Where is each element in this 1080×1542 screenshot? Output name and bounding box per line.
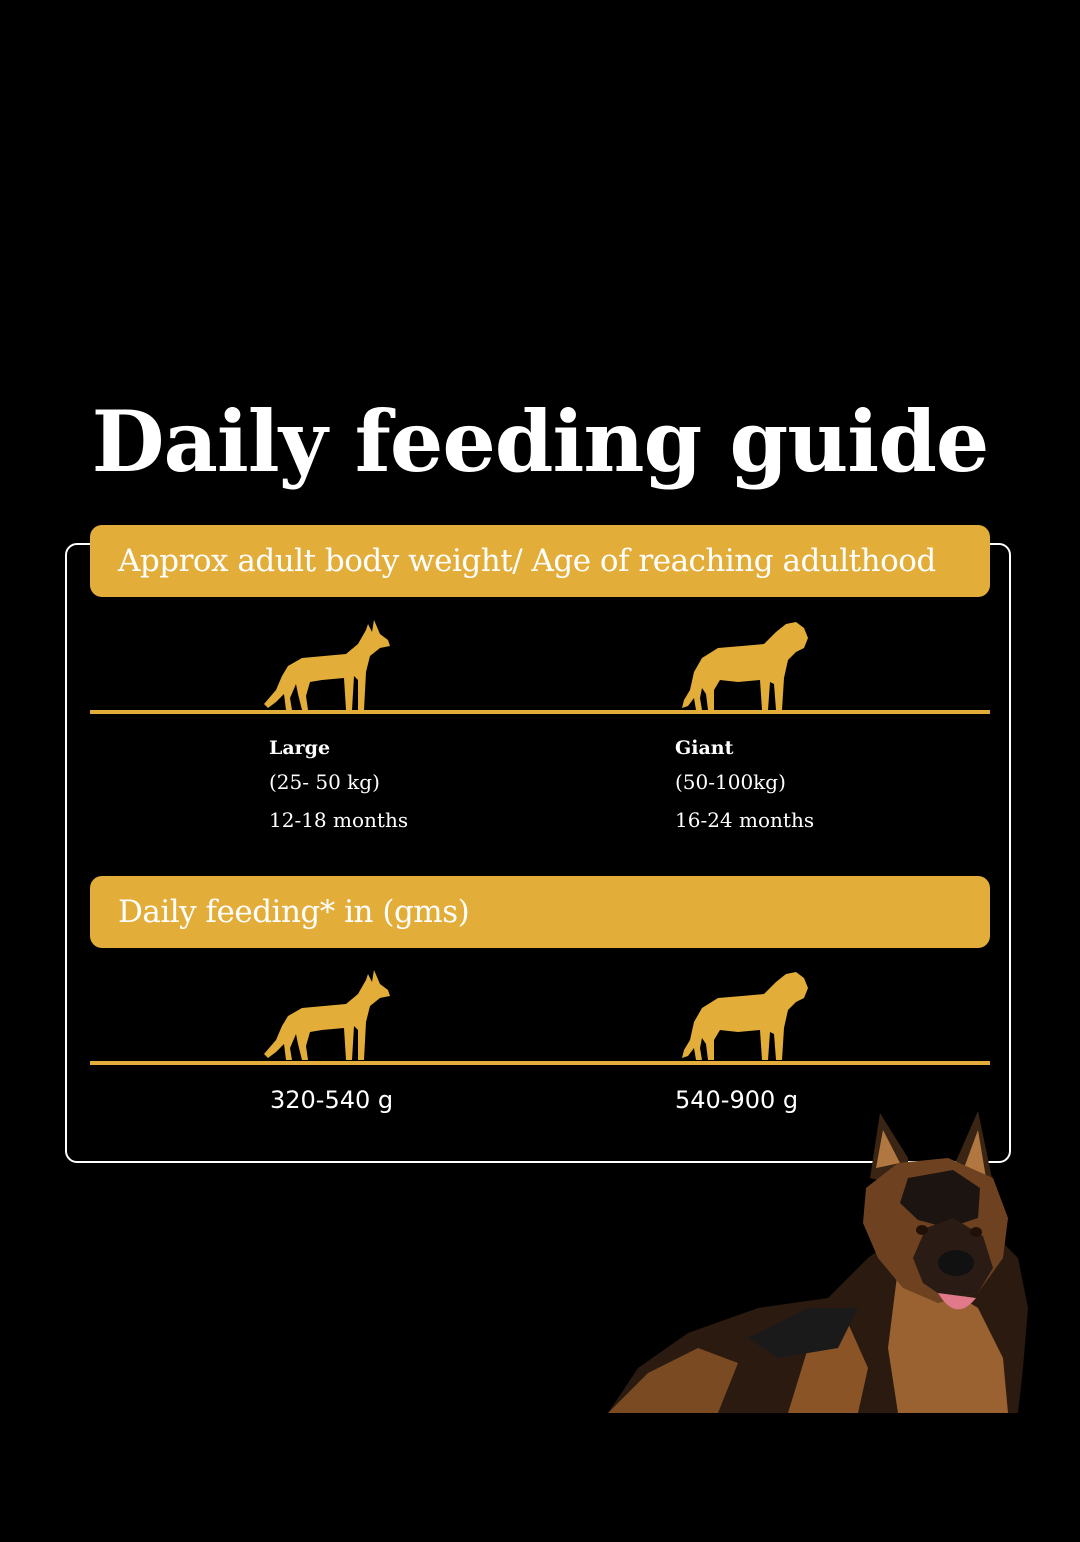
daily-feeding-heading-band bbox=[90, 876, 990, 948]
giant-size-age: 16-24 months bbox=[675, 808, 815, 832]
page-title: Daily feeding guide bbox=[91, 392, 989, 491]
large-size-info bbox=[269, 733, 408, 839]
husky-dog-icon bbox=[262, 620, 392, 712]
giant-size-weight: (50-100kg) bbox=[675, 770, 786, 794]
german-shepherd-photo bbox=[608, 1108, 1038, 1413]
feeding-divider bbox=[90, 1061, 990, 1065]
feeding-guide-panel bbox=[65, 543, 1011, 1163]
mastiff-dog-icon bbox=[680, 970, 810, 1062]
giant-size-info bbox=[675, 733, 814, 839]
weight-divider bbox=[90, 710, 990, 714]
body-weight-heading-band bbox=[90, 525, 990, 597]
giant-feeding-amount: 540-900 g bbox=[675, 1086, 799, 1114]
large-size-weight: (25- 50 kg) bbox=[269, 770, 380, 794]
husky-dog-icon bbox=[262, 970, 392, 1062]
large-size-name: Large bbox=[269, 737, 331, 759]
mastiff-dog-icon bbox=[680, 620, 810, 712]
large-feeding-amount: 320-540 g bbox=[270, 1086, 394, 1114]
daily-feeding-heading: Daily feeding* in (gms) bbox=[118, 894, 470, 930]
body-weight-heading: Approx adult body weight/ Age of reaching adulthood bbox=[118, 543, 936, 579]
large-size-age: 12-18 months bbox=[269, 808, 409, 832]
giant-size-name: Giant bbox=[675, 737, 734, 759]
